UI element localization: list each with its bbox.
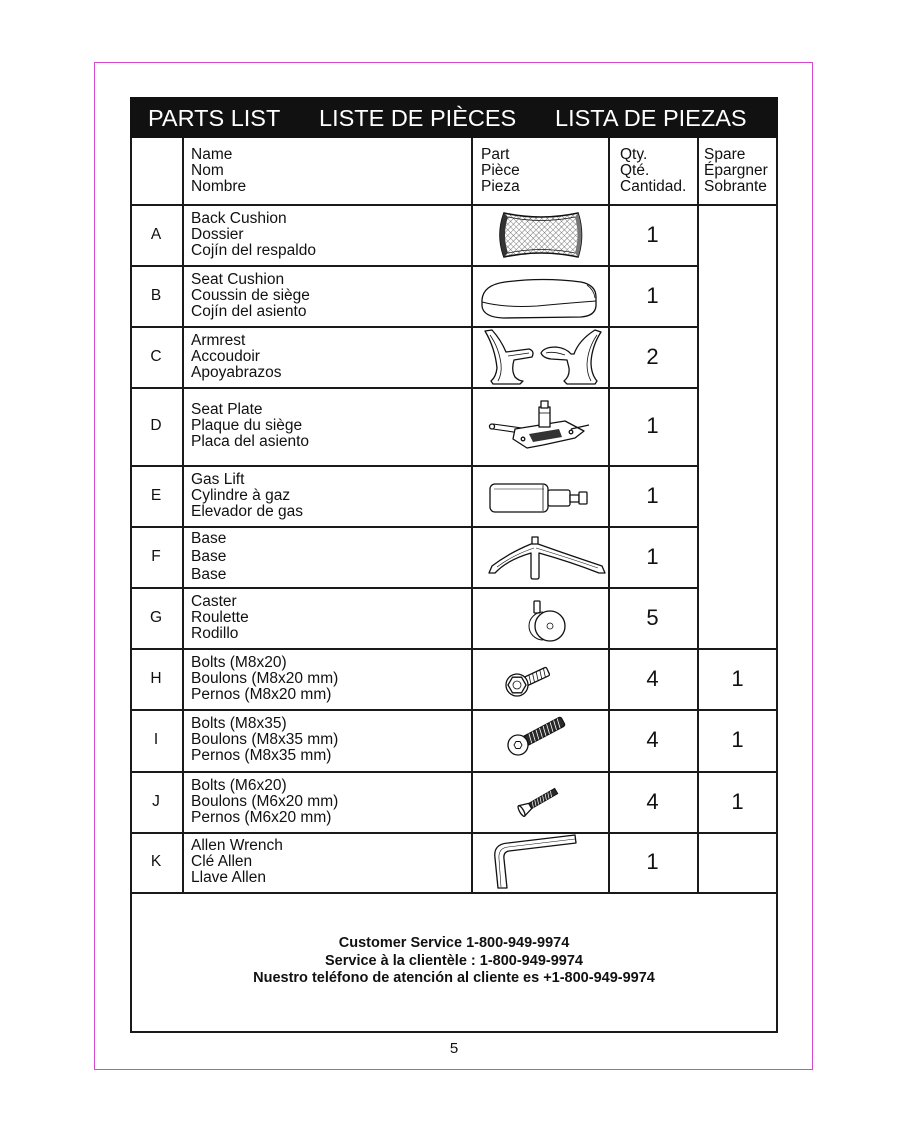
part-name-fr: Accoudoir: [191, 347, 260, 365]
back-cushion-drawing: [471, 204, 608, 265]
part-drawing-cell: [471, 204, 608, 265]
part-name-es: Pernos (M6x20 mm): [191, 808, 332, 826]
part-drawing-cell: [471, 587, 608, 648]
header-qty-es: Cantidad.: [620, 178, 687, 195]
part-spare-quantity: 1: [731, 727, 744, 752]
part-drawing-cell: [471, 387, 608, 465]
part-row-g: [130, 587, 778, 648]
part-name-fr: Base: [191, 547, 227, 565]
bolt-m8x35-drawing: [471, 709, 608, 771]
part-name-en: Bolts (M6x20): [191, 776, 287, 794]
part-name: [182, 465, 471, 526]
caster-drawing: [471, 587, 608, 648]
part-name-es: Cojín del respaldo: [191, 241, 316, 259]
page-number: 5: [449, 1040, 459, 1057]
part-name: [182, 648, 471, 709]
part-name-en: Base: [191, 529, 227, 547]
header-name-fr: Nom: [191, 162, 224, 179]
part-name-fr: Roulette: [191, 608, 249, 626]
part-row-a: [130, 204, 778, 265]
part-name-en: Gas Lift: [191, 470, 245, 488]
part-name-en: Back Cushion: [191, 209, 287, 227]
part-quantity: 1: [646, 849, 659, 874]
part-letter: J: [152, 792, 160, 810]
part-name-es: Cojín del asiento: [191, 302, 307, 320]
column-header-name: [182, 138, 471, 204]
part-name: [182, 587, 471, 648]
customer-service-fr: Service à la clientèle : 1-800-949-9974: [325, 952, 583, 969]
part-name-en: Caster: [191, 592, 237, 610]
part-name-es: Llave Allen: [191, 869, 266, 886]
header-part-en: Part: [481, 146, 510, 163]
part-letter: B: [150, 286, 162, 304]
header-spare-fr: Épargner: [704, 162, 768, 179]
part-name-fr: Clé Allen: [191, 853, 253, 870]
header-spare-en: Spare: [704, 146, 746, 163]
part-letter: E: [150, 486, 162, 504]
header-part-es: Pieza: [481, 178, 520, 195]
header-qty-en: Qty.: [620, 146, 648, 163]
title-spanish: LISTA DE PIEZAS: [555, 105, 747, 131]
part-name-en: Bolts (M8x35): [191, 715, 287, 732]
part-name: [182, 204, 471, 265]
armrest-drawing: [471, 326, 608, 387]
part-letter: A: [150, 225, 162, 243]
part-name-es: Rodillo: [191, 624, 239, 642]
part-letter: H: [150, 669, 162, 687]
column-header-part: [471, 138, 608, 204]
part-name-fr: Cylindre à gaz: [191, 486, 291, 504]
part-name: [182, 265, 471, 326]
part-spare-quantity: 1: [731, 788, 744, 814]
part-row-f: [130, 526, 778, 587]
title-french: LISTE DE PIÈCES: [319, 105, 517, 131]
part-drawing-cell: [471, 771, 608, 832]
part-name-es: Base: [191, 565, 227, 583]
customer-service-note: [130, 935, 778, 988]
customer-service-en: Customer Service 1-800-949-9974: [338, 935, 570, 951]
part-letter: C: [150, 347, 162, 365]
part-quantity: 1: [646, 282, 659, 308]
allen-wrench-drawing: [471, 832, 608, 892]
part-name-es: Elevador de gas: [191, 502, 304, 520]
part-name-en: Armrest: [191, 331, 246, 349]
part-row-k: [130, 832, 778, 892]
gas-lift-drawing: [471, 465, 608, 526]
seat-plate-drawing: [471, 387, 608, 465]
part-quantity: 1: [646, 413, 659, 438]
part-letter: D: [150, 417, 162, 434]
part-name: [182, 387, 471, 465]
part-name: [182, 526, 471, 587]
part-drawing-cell: [471, 326, 608, 387]
part-row-e: [130, 465, 778, 526]
part-name: [182, 771, 471, 832]
part-name-fr: Coussin de siège: [191, 286, 310, 304]
part-quantity: 1: [646, 543, 659, 569]
part-name-fr: Boulons (M6x20 mm): [191, 792, 339, 810]
header-qty-fr: Qté.: [620, 162, 650, 179]
header-spare-es: Sobrante: [704, 178, 767, 195]
column-header-qty: [608, 138, 697, 204]
part-drawing-cell: [471, 526, 608, 587]
part-drawing-cell: [471, 832, 608, 892]
header-name-es: Nombre: [191, 178, 247, 195]
part-name-fr: Plaque du siège: [191, 417, 303, 434]
seat-cushion-drawing: [471, 265, 608, 326]
part-name: [182, 326, 471, 387]
part-name: [182, 709, 471, 771]
part-name-fr: Boulons (M8x20 mm): [191, 669, 339, 687]
part-quantity: 1: [646, 221, 659, 247]
part-quantity: 4: [646, 665, 659, 691]
part-name-fr: Boulons (M8x35 mm): [191, 731, 339, 748]
part-quantity: 1: [646, 482, 659, 508]
part-name-en: Seat Cushion: [191, 270, 285, 288]
part-row-c: [130, 326, 778, 387]
part-row-d: [130, 387, 778, 465]
customer-service-es: Nuestro teléfono de atención al cliente es +1-800-949-9974: [253, 970, 655, 986]
part-name-es: Apoyabrazos: [191, 363, 282, 381]
header-part-fr: Pièce: [481, 162, 520, 179]
column-header-row: [130, 138, 778, 204]
part-drawing-cell: [471, 465, 608, 526]
part-row-b: [130, 265, 778, 326]
header-name-en: Name: [191, 146, 233, 163]
part-drawing-cell: [471, 709, 608, 771]
part-quantity: 2: [646, 343, 659, 369]
column-header-spare: [697, 138, 778, 204]
part-row-h: [130, 648, 778, 709]
part-drawing-cell: [471, 648, 608, 709]
part-name: [182, 832, 471, 892]
part-letter: I: [153, 731, 159, 748]
part-row-j: [130, 771, 778, 832]
part-name-en: Allen Wrench: [191, 837, 283, 854]
part-row-i: [130, 709, 778, 771]
chair-base-drawing: [471, 526, 608, 587]
part-drawing-cell: [471, 265, 608, 326]
part-name-es: Placa del asiento: [191, 433, 310, 450]
part-letter: K: [150, 853, 162, 870]
bolt-m6x20-drawing: [471, 771, 608, 832]
part-letter: F: [151, 547, 161, 565]
table-divider: [130, 892, 778, 894]
part-spare-quantity: 1: [731, 665, 744, 691]
part-quantity: 5: [646, 604, 659, 630]
part-quantity: 4: [646, 727, 659, 752]
title-english: PARTS LIST: [148, 105, 281, 131]
part-letter: G: [149, 608, 163, 626]
part-name-fr: Dossier: [191, 225, 244, 243]
part-name-en: Seat Plate: [191, 401, 263, 418]
part-name-es: Pernos (M8x35 mm): [191, 747, 332, 764]
bolt-m8x20-drawing: [471, 648, 608, 709]
part-name-es: Pernos (M8x20 mm): [191, 685, 332, 703]
part-quantity: 4: [646, 788, 659, 814]
part-name-en: Bolts (M8x20): [191, 653, 287, 671]
